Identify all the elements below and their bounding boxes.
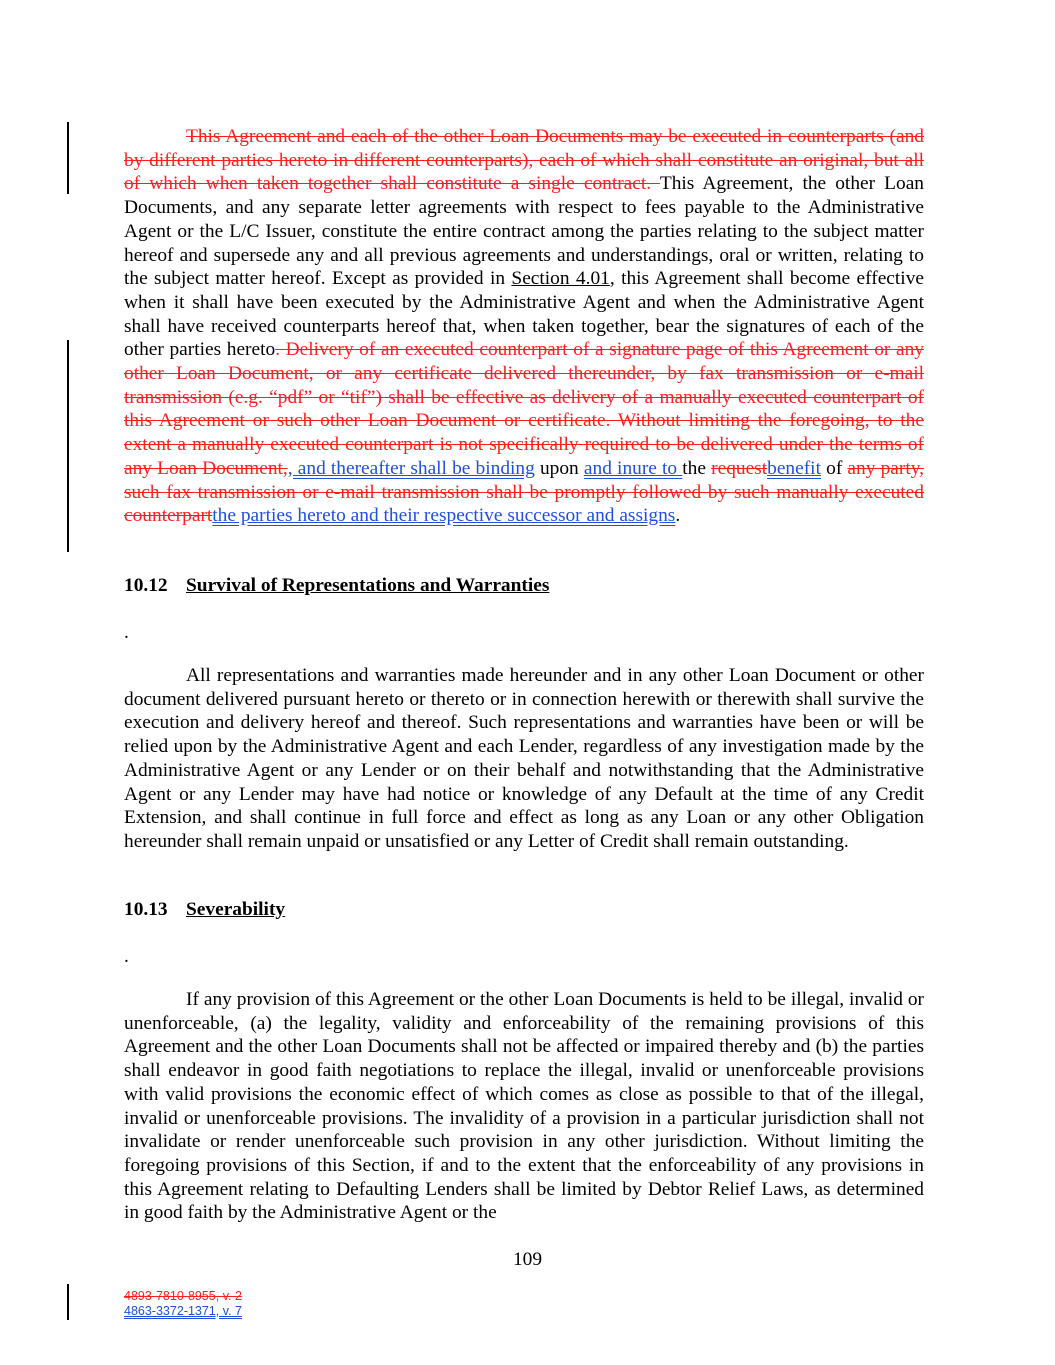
deleted-text: This Agreement and each of the other Loan Documents may be executed in counterparts (and by different parties hereto in different counterparts), each of which shall constitute an original, but all of which when taken together shall constitute a single contract. [124,126,924,195]
paragraph-text: . [675,505,681,527]
stray-period: . [124,946,129,967]
inserted-text: the parties hereto and their respective successor and assigns [212,505,676,527]
change-bar [67,1284,69,1320]
inserted-text: benefit [767,457,821,479]
section-number: 10.13 [124,899,168,920]
inserted-text: , and thereafter shall be binding [287,457,535,479]
section-title: Survival of Representations and Warranties [186,575,550,596]
doc-id-inserted: 4863-3372-1371, v. 7 [124,1304,242,1318]
deleted-text: request [711,457,768,479]
section-reference-link[interactable]: Section 4.01 [511,268,610,290]
paragraph-text: This Agreement, the other Loan Documents, and any separate letter agreements with respect to fees payable to the Administrative Agent or the L/C Issuer, constitute the entire contract among the parties relating to the subject matter hereof and supersede any and all previous agreements and understandings, oral or written, relating to the subject matter hereof. Except as provided in [124,173,925,290]
survival-paragraph: All representations and warranties made hereunder and in any other Loan Document or other document delivered pursuant hereto or thereto or in connection herewith or therewith shall survive the execution and delivery hereof and thereof. Such representations and warranties have been or will be relied upon by the Administrative Agent and each Lender, regardless of any investigation made by the Administrative Agent or any Lender or on their behalf and notwithstanding that the Administrative Agent or any Lender may have had notice or knowledge of any Default at the time of any Credit Extension, and shall continue in full force and effect as long as any Loan or any other Obligation hereunder shall remain unpaid or unsatisfied or any Letter of Credit shall remain outstanding. [124,665,924,852]
deleted-text: . Delivery of an executed counterpart of a signature page of this Agreement or any other Loan Document, or any certificate delivered thereunder, by fax transmission or e-mail transmission (e.g. “pdf” or “tif”) shall be effective as delivery of a manually executed counterpart of this Agreement or such other Loan Document or certificate. Without limiting the foregoing, to the extent a manually executed counterpart is not specifically required to be delivered under the terms of any Loan Document, [124,339,925,479]
doc-id-deleted: 4893-7810-8955, v. 2 [124,1289,242,1303]
section-heading [124,899,285,921]
inserted-text: and inure to [583,457,683,479]
severability-paragraph: If any provision of this Agreement or the other Loan Documents is held to be illegal, invalid or unenforceable, (a) the legality, validity and enforceability of the remaining provisions of this Agreement and the other Loan Documents shall not be affected or impaired thereby and (b) the parties shall endeavor in good faith negotiations to replace the illegal, invalid or unenforceable provisions with valid provisions the economic effect of which comes as close as possible to that of the illegal, invalid or unenforceable provisions. The invalidity of a provision in a particular jurisdiction shall not invalidate or render unenforceable such provision in any other jurisdiction. Without limiting the foregoing provisions of this Section, if and to the extent that the enforceability of any provisions in this Agreement relating to Defaulting Lenders shall be limited by Debtor Relief Laws, as determined in good faith by the Administrative Agent or the [124,989,924,1224]
paragraph-text: of [820,457,848,479]
counterparts-paragraph [124,125,924,528]
stray-period: . [124,622,129,643]
page-number: 109 [512,1249,543,1270]
change-bar [67,340,69,552]
paragraph-text: , this Agreement shall become effective when it shall have been executed by the Administrative Agent and when the Administrative Agent shall have received counterparts hereof that, when taken together, bear the signatures of each of the other parties hereto [124,268,924,361]
paragraph-text: the [682,457,712,479]
deleted-text: any party, such fax transmission or e-mail transmission shall be promptly followed by such manually executed counterpart [124,457,924,527]
section-number: 10.12 [124,575,168,596]
change-bar [67,122,69,194]
paragraph-text: upon [534,457,584,479]
section-heading [124,575,549,597]
section-title: Severability [186,899,286,920]
